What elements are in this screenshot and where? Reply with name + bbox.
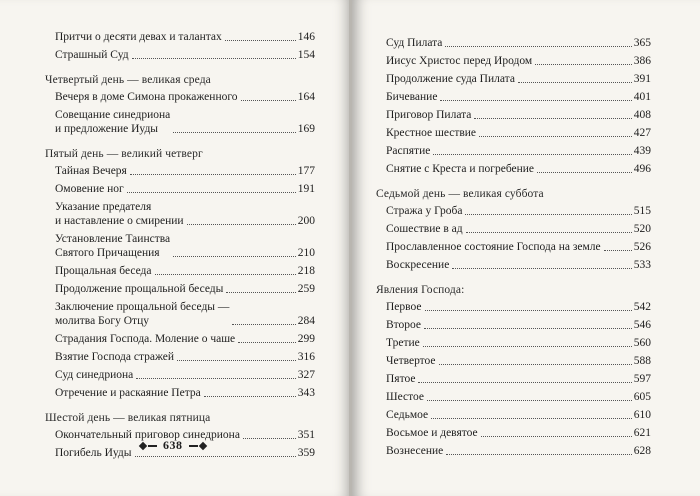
toc-entry-page: 391	[633, 73, 651, 85]
toc-entry	[55, 200, 315, 228]
leader-dots	[431, 418, 632, 419]
toc-entry-title: Четвертое	[386, 355, 436, 367]
leader-dots	[604, 250, 632, 251]
toc-entry	[55, 232, 315, 260]
left-toc	[45, 30, 315, 464]
section-heading: Четвертый день — великая среда	[45, 74, 211, 86]
leader-dots	[173, 132, 295, 133]
leader-dots	[204, 396, 296, 397]
toc-entry-page: 284	[297, 315, 315, 327]
leader-dots	[155, 274, 296, 275]
toc-entry-title: Суд синедриона	[55, 369, 134, 381]
toc-entry-page: 520	[633, 223, 651, 235]
toc-entry-page: 299	[297, 333, 315, 345]
leader-dots	[226, 292, 295, 293]
toc-entry-page: 401	[633, 91, 651, 103]
toc-entry-page: 408	[633, 109, 651, 121]
leader-dots	[225, 40, 296, 41]
toc-entry-title: Прощальная беседа	[55, 265, 152, 277]
toc-entry-page: 218	[297, 265, 315, 277]
toc-entry	[55, 300, 315, 328]
toc-entry	[55, 30, 315, 44]
leader-dots	[130, 174, 296, 175]
leader-dots	[238, 342, 296, 343]
toc-entry-page: 359	[297, 447, 315, 459]
toc-entry-page: 597	[633, 373, 651, 385]
leader-dots	[241, 100, 296, 101]
toc-entry-page: 164	[297, 91, 315, 103]
section-heading: Явления Господа:	[376, 284, 465, 296]
section-heading: Шестой день — великая пятница	[45, 412, 211, 424]
toc-entry	[386, 318, 651, 332]
toc-entry-title: Шестое	[386, 391, 424, 403]
toc-entry-title: Продолжение прощальной беседы	[55, 283, 224, 295]
toc-entry-title: Окончательный приговор синедриона	[55, 429, 240, 441]
toc-entry-page: 515	[633, 205, 651, 217]
toc-entry-title: Вознесение	[386, 445, 444, 457]
toc-entry-title: Указание предателя и наставление о смирении	[55, 201, 184, 227]
toc-entry-page: 200	[297, 215, 315, 227]
toc-entry-page: 365	[633, 37, 651, 49]
toc-entry-page: 526	[633, 241, 651, 253]
leader-dots	[440, 100, 631, 101]
leader-dots	[232, 324, 295, 325]
leader-dots	[425, 310, 632, 311]
right-toc	[376, 36, 651, 462]
toc-entry-title: Погибель Иуды	[55, 447, 132, 459]
toc-entry	[386, 72, 651, 86]
page-number: 638	[163, 438, 183, 452]
toc-entry-title: Стража у Гроба	[386, 205, 463, 217]
toc-entry-title: Омовение ног	[55, 183, 124, 195]
leader-dots	[537, 172, 632, 173]
leader-dots	[187, 224, 296, 225]
toc-entry-page: 610	[633, 409, 651, 421]
toc-entry	[55, 368, 315, 382]
ornament-right-icon	[189, 443, 206, 449]
leader-dots	[439, 364, 632, 365]
leader-dots	[243, 438, 296, 439]
toc-entry-title: Второе	[386, 319, 422, 331]
section-heading: Седьмой день — великая суббота	[376, 188, 544, 200]
toc-entry-title: Восьмое и девятое	[386, 427, 478, 439]
leader-dots	[423, 346, 632, 347]
toc-entry	[386, 300, 651, 314]
toc-entry	[386, 240, 651, 254]
leader-dots	[127, 192, 296, 193]
toc-entry	[386, 54, 651, 68]
toc-entry-page: 343	[297, 387, 315, 399]
leader-dots	[177, 360, 296, 361]
toc-entry	[55, 48, 315, 62]
toc-entry-page: 533	[633, 259, 651, 271]
toc-entry-page: 542	[633, 301, 651, 313]
toc-entry	[55, 332, 315, 346]
leader-dots	[446, 454, 631, 455]
leader-dots	[136, 378, 295, 379]
toc-entry-page: 605	[633, 391, 651, 403]
toc-entry	[386, 144, 651, 158]
toc-entry-page: 351	[297, 429, 315, 441]
toc-entry-title: Притчи о десяти девах и талантах	[55, 31, 222, 43]
toc-section	[376, 283, 651, 458]
toc-entry	[386, 354, 651, 368]
toc-entry	[55, 90, 315, 104]
toc-entry	[386, 162, 651, 176]
leader-dots	[479, 136, 632, 137]
toc-entry-title: Воскресение	[386, 259, 450, 271]
toc-entry-title: Снятие с Креста и погребение	[386, 163, 535, 175]
toc-entry	[386, 372, 651, 386]
toc-entry-page: 177	[297, 165, 315, 177]
toc-entry	[386, 36, 651, 50]
toc-entry	[55, 108, 315, 136]
right-page	[352, 0, 700, 496]
toc-entry	[386, 336, 651, 350]
toc-entry	[386, 204, 651, 218]
leader-dots	[135, 456, 296, 457]
toc-entry-title: Крестное шествие	[386, 127, 477, 139]
toc-entry-title: Приговор Пилата	[386, 109, 472, 121]
toc-entry	[55, 164, 315, 178]
toc-entry-page: 427	[633, 127, 651, 139]
leader-dots	[466, 232, 632, 233]
toc-entry	[386, 126, 651, 140]
toc-entry-title: Иисус Христос перед Иродом	[386, 55, 533, 67]
toc-section	[376, 36, 651, 176]
toc-entry-title: Страдания Господа. Моление о чаше	[55, 333, 236, 345]
leader-dots	[132, 58, 296, 59]
toc-entry	[55, 386, 315, 400]
toc-entry-title: Отречение и раскаяние Петра	[55, 387, 201, 399]
toc-entry-title: Суд Пилата	[386, 37, 443, 49]
toc-entry	[386, 90, 651, 104]
toc-entry-title: Продолжение суда Пилата	[386, 73, 515, 85]
toc-entry-page: 154	[297, 49, 315, 61]
toc-entry-title: Прославленное состояние Господа на земле	[386, 241, 601, 253]
toc-entry-page: 588	[633, 355, 651, 367]
toc-entry	[386, 444, 651, 458]
toc-entry-page: 316	[297, 351, 315, 363]
toc-entry-title: Вечеря в доме Симона прокаженного	[55, 91, 238, 103]
leader-dots	[452, 268, 631, 269]
page-number-footer	[140, 438, 206, 453]
toc-entry-title: Заключение прощальной беседы — молитва Богу Отцу	[55, 301, 230, 327]
toc-entry-page: 621	[633, 427, 651, 439]
toc-entry	[386, 222, 651, 236]
section-heading: Пятый день — великий четверг	[45, 148, 203, 160]
toc-entry	[386, 408, 651, 422]
toc-entry-page: 169	[297, 123, 315, 135]
toc-entry	[55, 182, 315, 196]
toc-entry-page: 439	[633, 145, 651, 157]
toc-entry-page: 386	[633, 55, 651, 67]
toc-entry-title: Установление Таинства Святого Причащения	[55, 233, 171, 259]
leader-dots	[424, 328, 632, 329]
toc-entry-title: Сошествие в ад	[386, 223, 463, 235]
toc-section	[45, 30, 315, 62]
leader-dots	[427, 400, 632, 401]
toc-entry-title: Бичевание	[386, 91, 438, 103]
toc-entry	[55, 264, 315, 278]
toc-entry-page: 191	[297, 183, 315, 195]
toc-entry-page: 259	[297, 283, 315, 295]
toc-entry-title: Пятое	[386, 373, 416, 385]
toc-section	[376, 187, 651, 272]
toc-entry-page: 146	[297, 31, 315, 43]
toc-section	[45, 147, 315, 400]
leader-dots	[481, 436, 632, 437]
leader-dots	[445, 46, 631, 47]
toc-entry-title: Седьмое	[386, 409, 429, 421]
ornament-left-icon	[140, 443, 157, 449]
toc-entry	[386, 258, 651, 272]
leader-dots	[465, 214, 631, 215]
leader-dots	[418, 382, 631, 383]
toc-entry-page: 327	[297, 369, 315, 381]
leader-dots	[518, 82, 632, 83]
toc-entry	[55, 282, 315, 296]
leader-dots	[173, 256, 296, 257]
toc-entry-page: 560	[633, 337, 651, 349]
toc-entry-title: Взятие Господа стражей	[55, 351, 175, 363]
toc-entry-title: Распятие	[386, 145, 431, 157]
toc-entry-page: 546	[633, 319, 651, 331]
toc-entry-page: 496	[633, 163, 651, 175]
leader-dots	[433, 154, 631, 155]
toc-entry	[386, 426, 651, 440]
toc-entry-page: 210	[297, 247, 315, 259]
toc-entry-title: Третие	[386, 337, 420, 349]
toc-entry-title: Страшный Суд	[55, 49, 129, 61]
leader-dots	[474, 118, 631, 119]
toc-entry-title: Тайная Вечеря	[55, 165, 127, 177]
toc-entry-title: Совещание синедриона и предложение Иуды	[55, 109, 171, 135]
toc-section	[45, 73, 315, 136]
leader-dots	[535, 64, 632, 65]
toc-entry	[386, 390, 651, 404]
toc-entry-title: Первое	[386, 301, 422, 313]
toc-entry	[55, 350, 315, 364]
toc-entry	[386, 108, 651, 122]
toc-entry-page: 628	[633, 445, 651, 457]
